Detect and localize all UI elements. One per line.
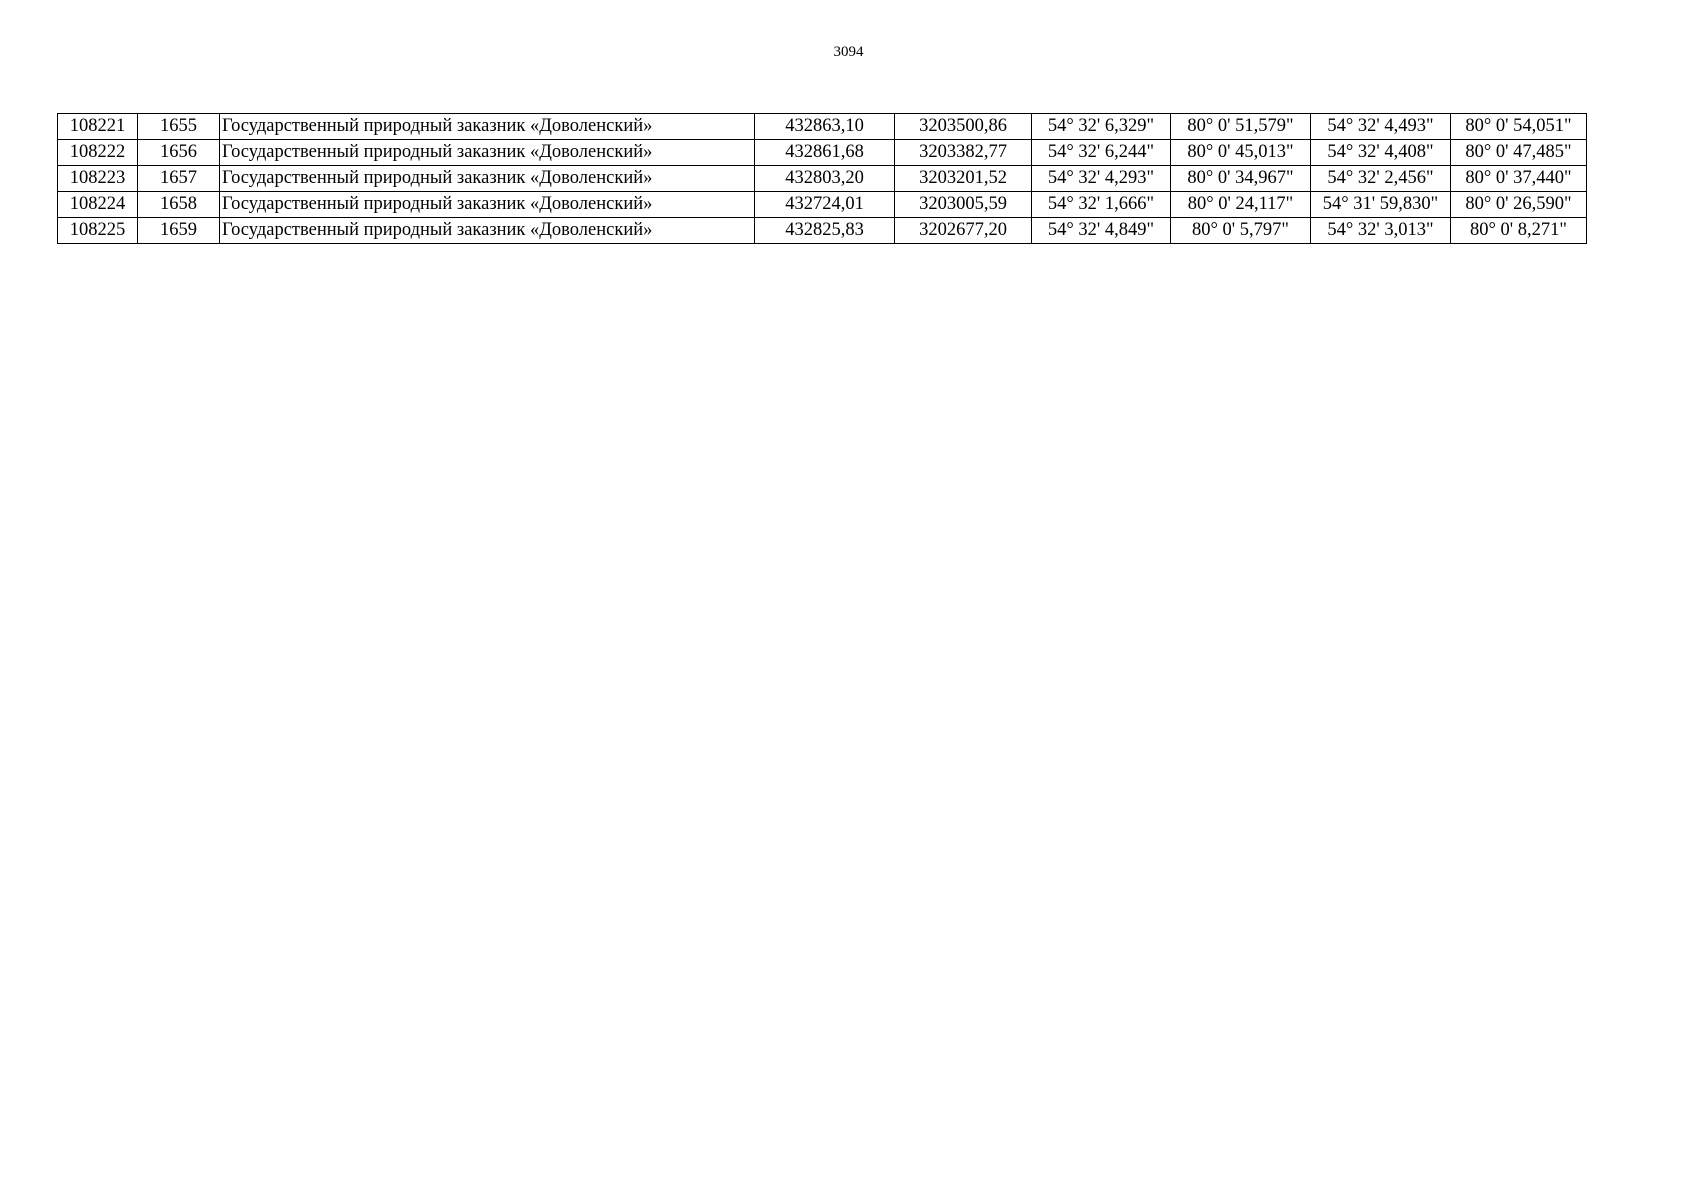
coordinate-x: 432863,10	[755, 114, 895, 140]
table-row	[58, 192, 1587, 218]
coordinate-y: 3203005,59	[895, 192, 1032, 218]
coordinate-y: 3203500,86	[895, 114, 1032, 140]
table-row	[58, 218, 1587, 244]
longitude-1: 80° 0' 51,579"	[1171, 114, 1311, 140]
record-id: 108221	[58, 114, 138, 140]
coordinate-x: 432825,83	[755, 218, 895, 244]
latitude-1: 54° 32' 6,329"	[1032, 114, 1171, 140]
table-row	[58, 114, 1587, 140]
latitude-2: 54° 32' 3,013"	[1311, 218, 1451, 244]
latitude-1: 54° 32' 4,293"	[1032, 166, 1171, 192]
record-id: 108222	[58, 140, 138, 166]
coordinate-y: 3203201,52	[895, 166, 1032, 192]
latitude-1: 54° 32' 4,849"	[1032, 218, 1171, 244]
longitude-2: 80° 0' 37,440"	[1451, 166, 1587, 192]
longitude-1: 80° 0' 5,797"	[1171, 218, 1311, 244]
object-name: Государственный природный заказник «Доволенский»	[220, 192, 755, 218]
coordinate-x: 432803,20	[755, 166, 895, 192]
object-name: Государственный природный заказник «Доволенский»	[220, 218, 755, 244]
record-id: 108224	[58, 192, 138, 218]
longitude-2: 80° 0' 47,485"	[1451, 140, 1587, 166]
object-name: Государственный природный заказник «Доволенский»	[220, 140, 755, 166]
coordinate-y: 3203382,77	[895, 140, 1032, 166]
point-number: 1656	[138, 140, 220, 166]
record-id: 108225	[58, 218, 138, 244]
longitude-1: 80° 0' 24,117"	[1171, 192, 1311, 218]
point-number: 1655	[138, 114, 220, 140]
table-row	[58, 140, 1587, 166]
record-id: 108223	[58, 166, 138, 192]
latitude-2: 54° 32' 4,493"	[1311, 114, 1451, 140]
page-number: 3094	[833, 44, 864, 60]
table-body	[58, 114, 1587, 244]
longitude-2: 80° 0' 26,590"	[1451, 192, 1587, 218]
coordinate-x: 432724,01	[755, 192, 895, 218]
longitude-2: 80° 0' 8,271"	[1451, 218, 1587, 244]
longitude-2: 80° 0' 54,051"	[1451, 114, 1587, 140]
point-number: 1658	[138, 192, 220, 218]
latitude-2: 54° 31' 59,830"	[1311, 192, 1451, 218]
latitude-1: 54° 32' 1,666"	[1032, 192, 1171, 218]
coordinate-y: 3202677,20	[895, 218, 1032, 244]
coordinate-x: 432861,68	[755, 140, 895, 166]
longitude-1: 80° 0' 45,013"	[1171, 140, 1311, 166]
coordinates-table	[57, 113, 1587, 244]
object-name: Государственный природный заказник «Доволенский»	[220, 166, 755, 192]
latitude-2: 54° 32' 4,408"	[1311, 140, 1451, 166]
table-row	[58, 166, 1587, 192]
point-number: 1657	[138, 166, 220, 192]
point-number: 1659	[138, 218, 220, 244]
latitude-2: 54° 32' 2,456"	[1311, 166, 1451, 192]
longitude-1: 80° 0' 34,967"	[1171, 166, 1311, 192]
object-name: Государственный природный заказник «Доволенский»	[220, 114, 755, 140]
latitude-1: 54° 32' 6,244"	[1032, 140, 1171, 166]
